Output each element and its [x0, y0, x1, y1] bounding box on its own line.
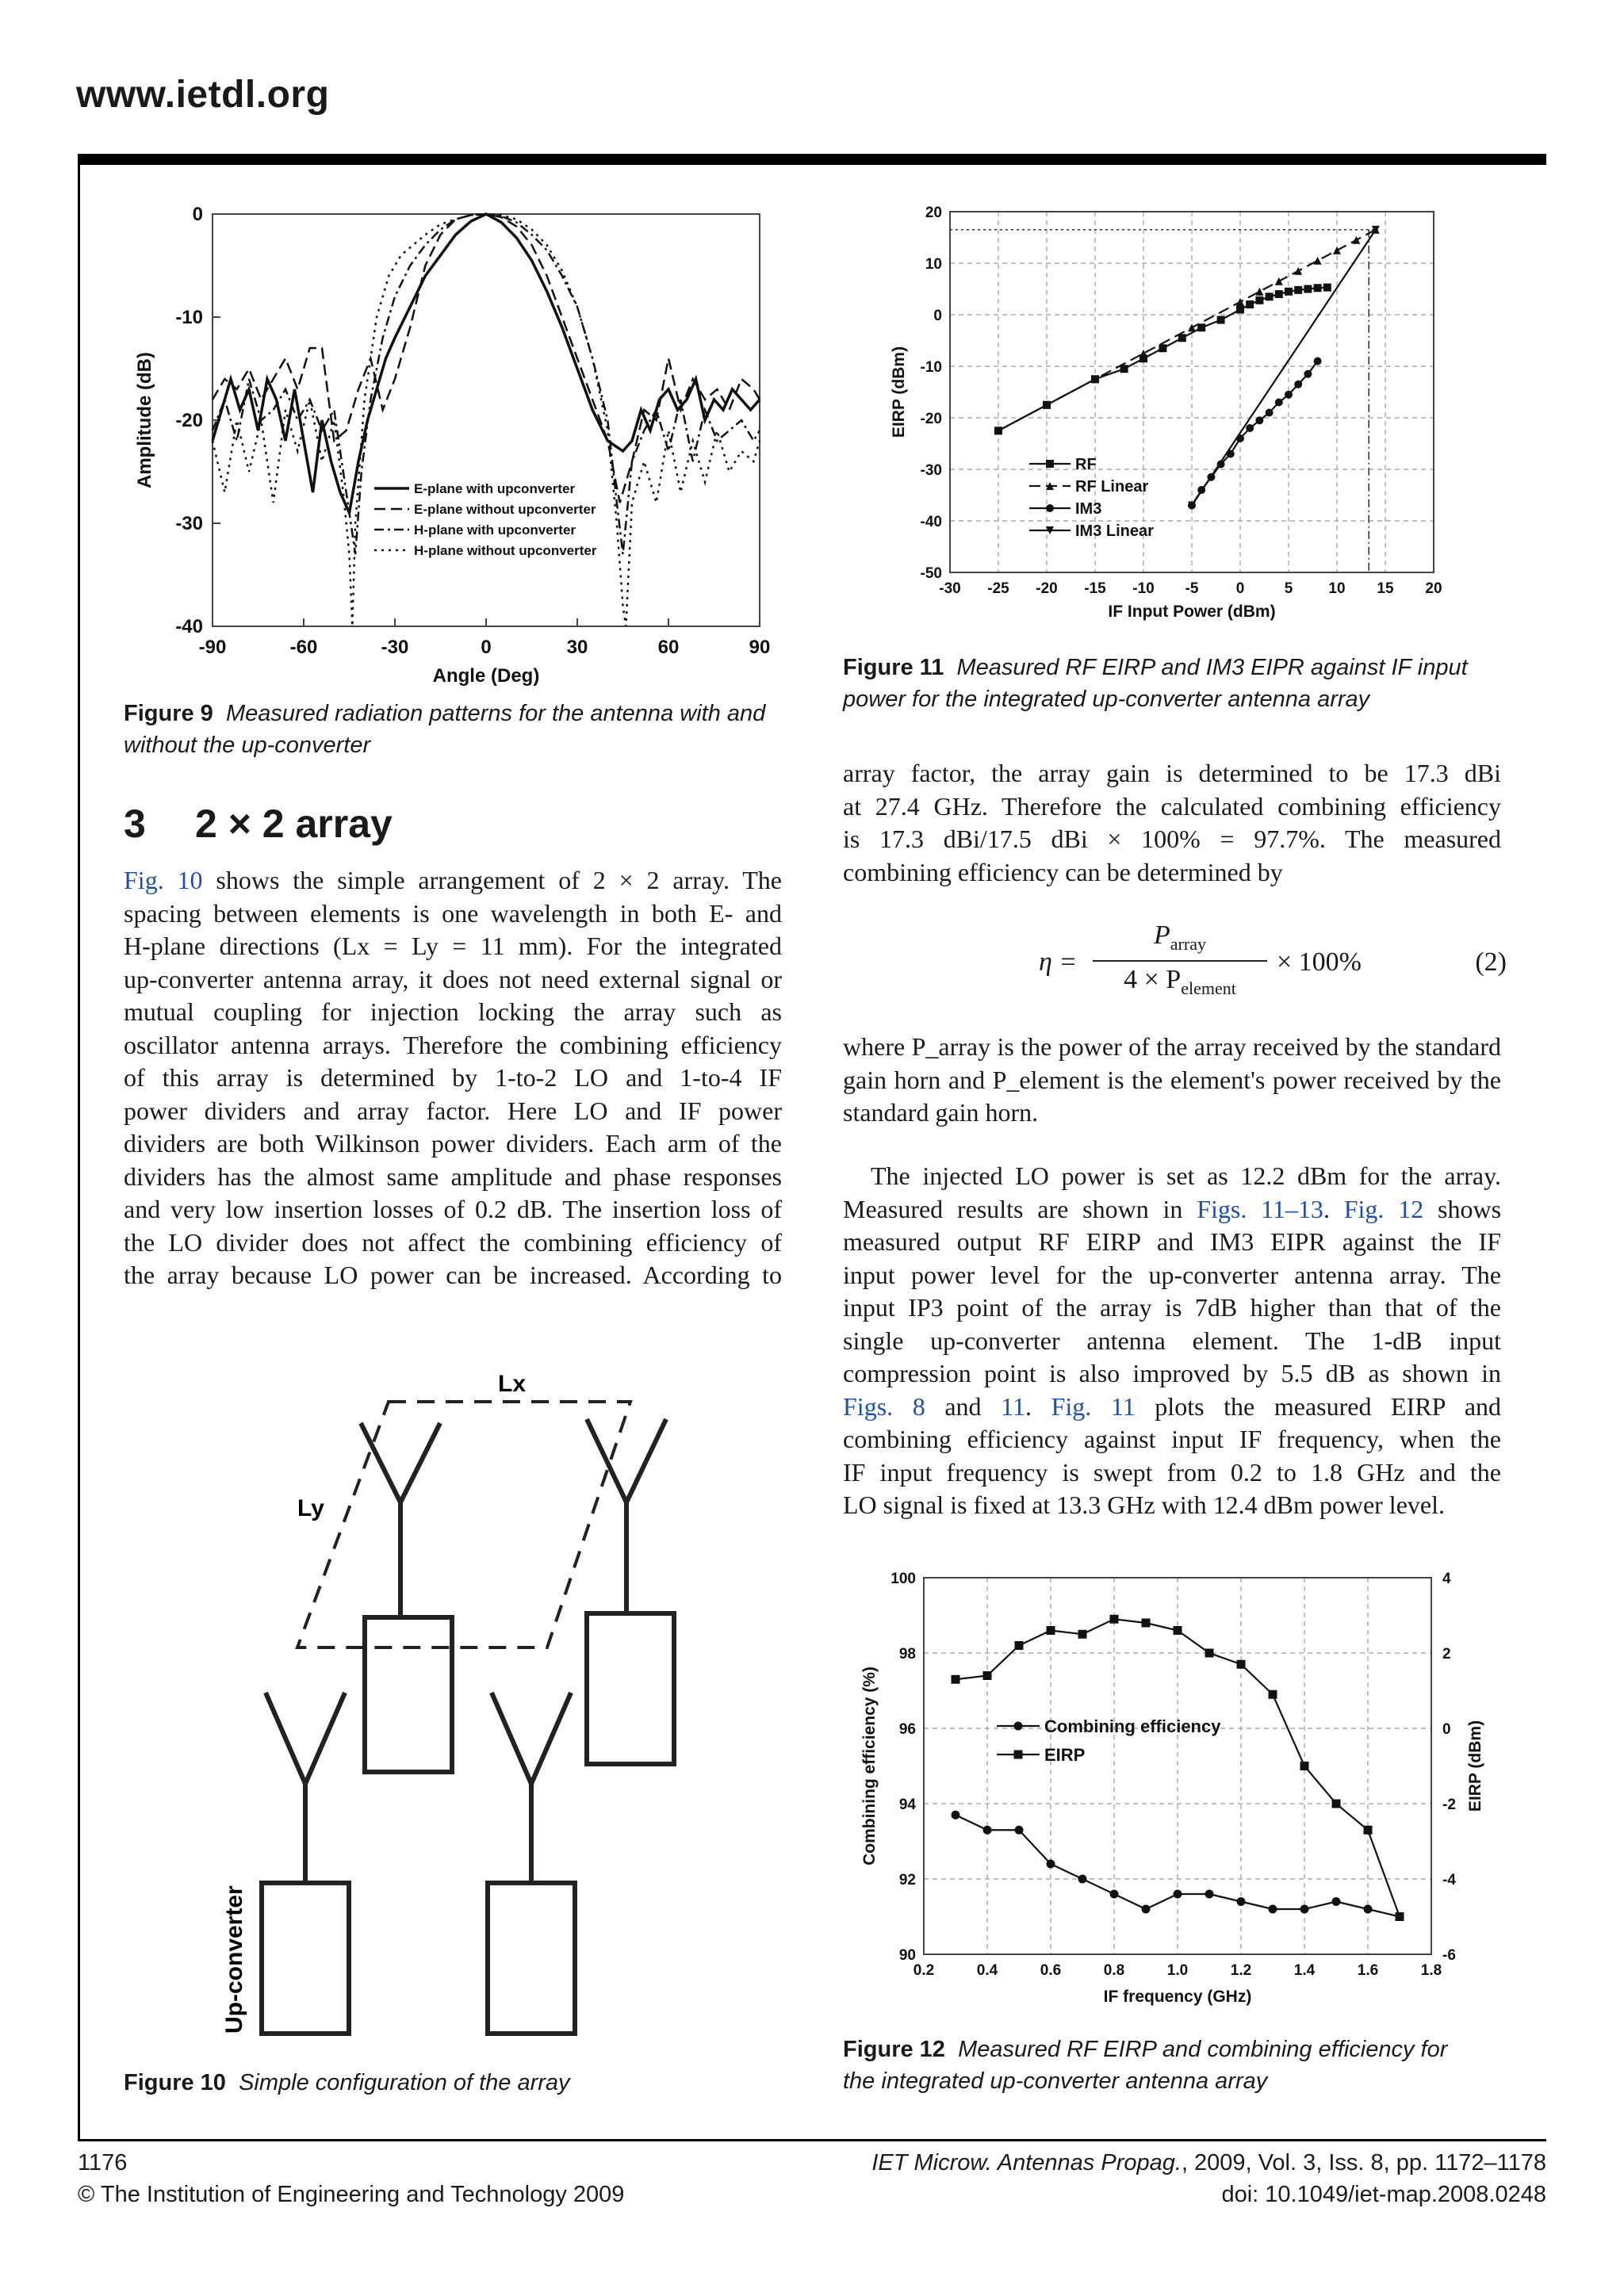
data-point: [1246, 424, 1254, 432]
y2-tick-label: 2: [1442, 1646, 1451, 1663]
y-tick-label: 100: [891, 1571, 916, 1587]
x-tick-label: 0: [481, 637, 492, 658]
eq-den: 4 × P: [1124, 965, 1182, 994]
figure-link[interactable]: Fig. 11: [1051, 1391, 1136, 1421]
x-tick-label: -30: [381, 637, 409, 658]
footer-rule: [78, 2139, 1546, 2141]
y2-tick-label: 4: [1442, 1571, 1451, 1587]
eq-numerator: [1093, 920, 1267, 955]
data-point: [1396, 1912, 1404, 1921]
body-text: .: [1323, 1194, 1330, 1223]
data-point: [1314, 284, 1322, 292]
x-tick-label: 1.0: [1166, 1962, 1189, 1979]
body-text: and very low insertion losses of 0.2 dB. The insertion loss of: [124, 1195, 782, 1223]
data-point: [1300, 1905, 1309, 1914]
data-point: [1142, 1619, 1151, 1628]
y-tick-label: 10: [925, 256, 942, 273]
x-tick-label: 10: [1328, 580, 1346, 597]
body-text: oscillator antenna arrays. Therefore the combining efficiency: [124, 1030, 782, 1059]
body-line: [843, 1193, 1501, 1226]
body-line: standard gain horn.: [843, 1098, 1039, 1127]
series-line-4: [213, 214, 760, 626]
series-line-4: [1192, 230, 1376, 506]
x-axis-label: Angle (Deg): [432, 665, 540, 687]
body-text: dividers are both Wilkinson power dividers. Each arm of the: [124, 1129, 782, 1158]
figure-12-text-1: Measured RF EIRP and combining efficiency for: [958, 2037, 1448, 2062]
antenna-element-1: [361, 1423, 452, 1772]
data-point: [1294, 267, 1302, 275]
label-upconverter: Up-converter: [221, 1885, 247, 2034]
y-axis-label: Combining efficiency (%): [860, 1667, 879, 1866]
body-line: [843, 1423, 1501, 1456]
body-line: [843, 1489, 1501, 1522]
section-heading: [124, 801, 393, 847]
legend: [1029, 456, 1154, 540]
body-line: [843, 1226, 1501, 1259]
figure-link[interactable]: Figs. 11–13: [1197, 1194, 1323, 1223]
x-tick-label: 1.8: [1420, 1962, 1442, 1979]
data-point: [1364, 1905, 1373, 1914]
eq-den-sub: element: [1181, 978, 1236, 998]
x-tick-label: 1.6: [1357, 1962, 1379, 1979]
body-text: IF input frequency is swept from 0.2 to 1.8 GHz and the: [843, 1457, 1501, 1487]
y-tick-label: 94: [898, 1797, 916, 1813]
data-point: [1188, 323, 1196, 331]
header-rule: [78, 154, 1546, 165]
y2-axis-label: EIRP (dBm): [1466, 1720, 1484, 1812]
right-para-3: [843, 1160, 1501, 1522]
data-point: [1110, 1615, 1119, 1624]
legend-label: E-plane without upconverter: [414, 502, 596, 517]
body-line: [843, 1325, 1501, 1358]
data-point: [1304, 370, 1312, 378]
x-tick-label: 60: [657, 637, 680, 658]
data-point: [1159, 344, 1166, 352]
body-text: the array because LO power can be increased. According to: [124, 1261, 782, 1289]
body-line: array factor, the array gain is determined to be 17.3 dBi: [843, 759, 1501, 787]
series-line-1: [998, 288, 1327, 431]
data-point: [1255, 288, 1263, 296]
label-ly: Ly: [297, 1495, 324, 1521]
body-text: compression point is also improved by 5.5 dB as shown in: [843, 1359, 1501, 1387]
data-point: [1323, 284, 1331, 292]
body-text: single up-converter antenna element. The 1-dB input: [843, 1326, 1501, 1355]
data-point: [1237, 1897, 1246, 1906]
journal-name: IET Microw. Antennas Propag.: [871, 2150, 1182, 2175]
y2-tick-label: -6: [1442, 1947, 1456, 1964]
data-point: [1139, 350, 1147, 358]
data-point: [1285, 288, 1293, 296]
y-tick-label: -30: [920, 462, 942, 479]
data-point: [1236, 298, 1244, 306]
body-text: mutual coupling for injection locking the array such as: [124, 997, 782, 1026]
x-tick-label: -30: [939, 580, 961, 597]
body-line: [124, 1062, 782, 1095]
series-line-1: [213, 214, 760, 513]
data-point: [1275, 290, 1283, 298]
legend-label: IM3: [1075, 500, 1102, 518]
figure-10-diagram: [127, 1308, 761, 2061]
figure-link[interactable]: 11: [1001, 1391, 1025, 1421]
data-point: [1275, 277, 1283, 285]
data-point: [1217, 316, 1225, 324]
legend: [374, 481, 597, 558]
body-line: [124, 897, 782, 931]
body-line: where P_array is the power of the array received by the standard: [843, 1032, 1501, 1061]
body-text: the LO divider does not affect the combining efficiency of: [124, 1227, 782, 1257]
y-tick-label: -40: [920, 514, 942, 530]
eq-lhs: η =: [1039, 947, 1078, 977]
legend-label: Combining efficiency: [1044, 1716, 1221, 1736]
y-tick-label: -50: [920, 565, 942, 582]
figure-10-label: Figure 10: [124, 2070, 226, 2095]
data-point: [1110, 1890, 1119, 1899]
body-text: plots the measured EIRP and: [1135, 1391, 1502, 1421]
figure-11-text-1: Measured RF EIRP and IM3 EIPR against IF input: [956, 655, 1468, 680]
body-text: combining efficiency against input IF frequency, when the: [843, 1425, 1501, 1453]
x-tick-label: 0: [1235, 580, 1245, 597]
body-text: up-converter antenna array, it does not need external signal or: [124, 964, 782, 993]
data-point: [1174, 1890, 1182, 1899]
x-tick-label: -60: [289, 637, 318, 658]
body-line: [124, 864, 782, 897]
antenna-element-2: [587, 1419, 674, 1764]
x-tick-label: -25: [987, 580, 1009, 597]
body-text: shows the simple arrangement of 2 × 2 array. The: [202, 866, 782, 894]
body-line: [843, 1357, 1501, 1391]
x-tick-label: 0.6: [1040, 1962, 1062, 1979]
series-line-2: [956, 1619, 1400, 1916]
figure-12-text-2: the integrated up-converter antenna array: [843, 2068, 1268, 2094]
section-number: 3: [124, 802, 146, 846]
body-text: and: [925, 1391, 1002, 1421]
copyright: © The Institution of Engineering and Technology 2009: [78, 2182, 625, 2207]
data-point: [1275, 399, 1283, 407]
data-point: [1314, 257, 1322, 265]
eq-number: (2): [1475, 947, 1507, 977]
y-tick-label: -40: [175, 616, 203, 637]
legend: [997, 1716, 1221, 1765]
figure-12-caption: [843, 2034, 1541, 2097]
x-tick-label: 5: [1284, 580, 1293, 597]
data-point: [1047, 1626, 1055, 1635]
body-line: combining efficiency can be determined by: [843, 857, 1283, 886]
site-url[interactable]: www.ietdl.org: [76, 74, 330, 116]
x-tick-label: -20: [1036, 580, 1058, 597]
x-axis-label: IF Input Power (dBm): [1108, 603, 1276, 621]
data-point: [1205, 1890, 1214, 1899]
figure-9-text: Measured radiation patterns for the antenna with and without the up-converter: [124, 701, 766, 758]
body-line: [124, 1127, 782, 1161]
figure-10-caption: [124, 2067, 790, 2099]
antenna-element-4: [488, 1693, 575, 2034]
x-axis-label: IF frequency (GHz): [1103, 1988, 1252, 2006]
body-text: .: [1025, 1391, 1051, 1421]
body-line: [124, 930, 782, 963]
data-point: [1285, 391, 1293, 399]
journal-details: , 2009, Vol. 3, Iss. 8, pp. 1172–1178: [1181, 2150, 1546, 2175]
legend-marker: [1046, 460, 1054, 468]
data-point: [1266, 293, 1274, 300]
data-point: [1255, 297, 1263, 304]
body-line: [124, 963, 782, 997]
fig-10-link[interactable]: Fig. 10: [124, 866, 203, 894]
figure-11-caption: [843, 652, 1541, 715]
x-tick-label: -5: [1185, 580, 1199, 597]
x-tick-label: 0.8: [1103, 1962, 1125, 1979]
y-tick-label: -10: [920, 359, 942, 376]
figure-11-text-2: power for the integrated up-converter antenna array: [843, 687, 1370, 712]
legend-label: IM3 Linear: [1075, 522, 1154, 540]
series-markers-2: [994, 226, 1380, 435]
x-tick-label: 20: [1425, 580, 1442, 597]
equation-2: [841, 916, 1507, 1003]
data-point: [1237, 1660, 1246, 1669]
body-text: measured output RF EIRP and IM3 EIPR against the IF: [843, 1227, 1501, 1256]
section-title: 2 × 2 array: [195, 802, 393, 846]
data-point: [1246, 300, 1254, 308]
data-point: [1236, 306, 1244, 314]
series-line-2: [213, 214, 760, 503]
body-line: [124, 1029, 782, 1062]
data-point: [1269, 1690, 1277, 1699]
right-para-1: [843, 757, 1501, 889]
body-line: [843, 1391, 1501, 1424]
data-point: [1364, 1826, 1373, 1835]
body-text: shows: [1423, 1194, 1502, 1223]
left-body-text: [124, 864, 782, 1292]
figure-9-chart: [119, 190, 785, 698]
x-tick-label: 1.4: [1293, 1962, 1316, 1979]
y-tick-label: -20: [920, 411, 942, 427]
array-spacing-outline: [297, 1402, 630, 1647]
x-tick-label: -15: [1084, 580, 1106, 597]
data-point: [1332, 1800, 1341, 1808]
doi: doi: 10.1049/iet-map.2008.0248: [1221, 2182, 1546, 2207]
x-tick-label: 30: [566, 637, 588, 658]
data-point: [983, 1671, 992, 1680]
data-point: [1294, 286, 1302, 294]
data-point: [1078, 1630, 1087, 1639]
body-text: H-plane directions (Lx = Ly = 11 mm). For the integrated: [124, 932, 782, 960]
x-tick-label: -90: [198, 637, 227, 658]
data-point: [1352, 236, 1360, 244]
body-line: [843, 1160, 1501, 1193]
data-point: [1266, 409, 1274, 417]
data-point: [1333, 247, 1341, 254]
journal-citation: [871, 2150, 1546, 2176]
legend-label: H-plane without upconverter: [414, 543, 597, 558]
body-text: dividers has the almost same amplitude and phase responses: [124, 1161, 782, 1191]
x-tick-label: 1.2: [1230, 1962, 1252, 1979]
x-tick-label: 0.2: [913, 1962, 935, 1979]
body-line: [124, 1193, 782, 1226]
body-text: The injected LO power is set as 12.2 dBm for the array.: [871, 1161, 1501, 1190]
series-markers-1: [994, 284, 1331, 435]
y-axis-label: EIRP (dBm): [890, 346, 908, 438]
eq-rhs: × 100%: [1277, 947, 1362, 977]
body-line: at 27.4 GHz. Therefore the calculated combining efficiency: [843, 791, 1501, 821]
data-point: [952, 1675, 960, 1684]
body-line: [843, 1456, 1501, 1490]
eq-num-p: P: [1154, 920, 1170, 950]
body-line: [124, 1259, 782, 1292]
body-line: [124, 1095, 782, 1128]
body-line: [124, 1161, 782, 1194]
x-tick-label: 0.4: [976, 1962, 998, 1979]
legend-label: RF: [1075, 456, 1097, 473]
figure-12-label: Figure 12: [843, 2037, 945, 2062]
data-point: [1174, 1626, 1182, 1635]
data-point: [1269, 1905, 1277, 1914]
figure-link[interactable]: Figs. 8: [843, 1391, 925, 1421]
page-number: 1176: [78, 2150, 128, 2175]
x-tick-label: 15: [1377, 580, 1394, 597]
data-point: [1294, 381, 1302, 388]
body-line: is 17.3 dBi/17.5 dBi × 100% = 97.7%. The measured: [843, 825, 1501, 853]
data-point: [1300, 1762, 1309, 1770]
legend-label: RF Linear: [1075, 478, 1149, 496]
y2-tick-label: -4: [1442, 1872, 1456, 1888]
body-text: Measured results are shown in: [843, 1194, 1197, 1223]
plot-frame: [213, 214, 760, 626]
y-tick-label: -20: [175, 410, 203, 431]
y-tick-label: 20: [925, 205, 942, 221]
body-text: input IP3 point of the array is 7dB higher than that of the: [843, 1293, 1501, 1322]
legend-marker: [1014, 1722, 1023, 1731]
body-line: [843, 1292, 1501, 1325]
figure-9-label: Figure 9: [124, 701, 213, 726]
legend-label: EIRP: [1044, 1745, 1086, 1765]
figure-11-label: Figure 11: [843, 655, 944, 680]
data-point: [1304, 285, 1312, 293]
data-point: [1015, 1826, 1024, 1835]
body-text: of this array is determined by 1-to-2 LO and 1-to-4 IF: [124, 1063, 782, 1092]
x-tick-label: -10: [1132, 580, 1155, 597]
body-line: [124, 1226, 782, 1260]
eq-denominator: [1093, 965, 1267, 999]
figure-link[interactable]: Fig. 12: [1329, 1194, 1424, 1223]
data-point: [1047, 1860, 1055, 1869]
eq-fraction-bar: [1093, 960, 1267, 962]
y-tick-label: 98: [898, 1646, 916, 1663]
y-axis-label: Amplitude (dB): [134, 352, 155, 488]
body-text: power dividers and array factor. Here LO and IF power: [124, 1096, 782, 1125]
data-point: [983, 1826, 992, 1835]
body-line: [124, 996, 782, 1029]
eq-num-sub: array: [1170, 933, 1206, 954]
legend-marker: [1014, 1751, 1023, 1759]
body-line: gain horn and P_element is the element's power received by the: [843, 1065, 1501, 1094]
figure-10-text: Simple configuration of the array: [239, 2070, 570, 2095]
figure-12-chart: [852, 1562, 1487, 2014]
legend-label: H-plane with upconverter: [414, 522, 576, 538]
y-tick-label: 0: [933, 308, 942, 324]
y2-tick-label: 0: [1442, 1721, 1451, 1738]
data-point: [1142, 1905, 1151, 1914]
y2-tick-label: -2: [1442, 1797, 1456, 1813]
body-text: LO signal is fixed at 13.3 GHz with 12.4 dBm power level.: [843, 1490, 1445, 1519]
data-point: [1015, 1641, 1024, 1650]
data-point: [1205, 1649, 1214, 1658]
body-text: input power level for the up-converter antenna array. The: [843, 1260, 1501, 1289]
y-tick-label: 0: [192, 204, 203, 225]
antenna-element-3: [262, 1693, 349, 2034]
data-point: [1314, 358, 1322, 365]
right-para-2: [843, 1031, 1501, 1130]
data-point: [1078, 1875, 1087, 1884]
y-tick-label: 90: [898, 1947, 916, 1964]
data-point: [1332, 1897, 1341, 1906]
x-tick-label: 90: [749, 637, 771, 658]
body-line: [843, 1259, 1501, 1292]
legend-label: E-plane with upconverter: [414, 481, 576, 496]
y-tick-label: -10: [175, 307, 203, 328]
body-text: spacing between elements is one wavelength in both E- and: [124, 898, 782, 928]
y-tick-label: 92: [898, 1872, 916, 1888]
data-point: [1255, 416, 1263, 424]
legend-marker: [1046, 504, 1054, 512]
y-tick-label: 96: [898, 1721, 916, 1738]
left-rule: [78, 165, 80, 2139]
y-tick-label: -30: [175, 513, 203, 534]
figure-9-caption: [124, 698, 790, 761]
label-lx: Lx: [498, 1371, 527, 1397]
figure-11-chart: [880, 194, 1467, 638]
data-point: [952, 1811, 960, 1820]
